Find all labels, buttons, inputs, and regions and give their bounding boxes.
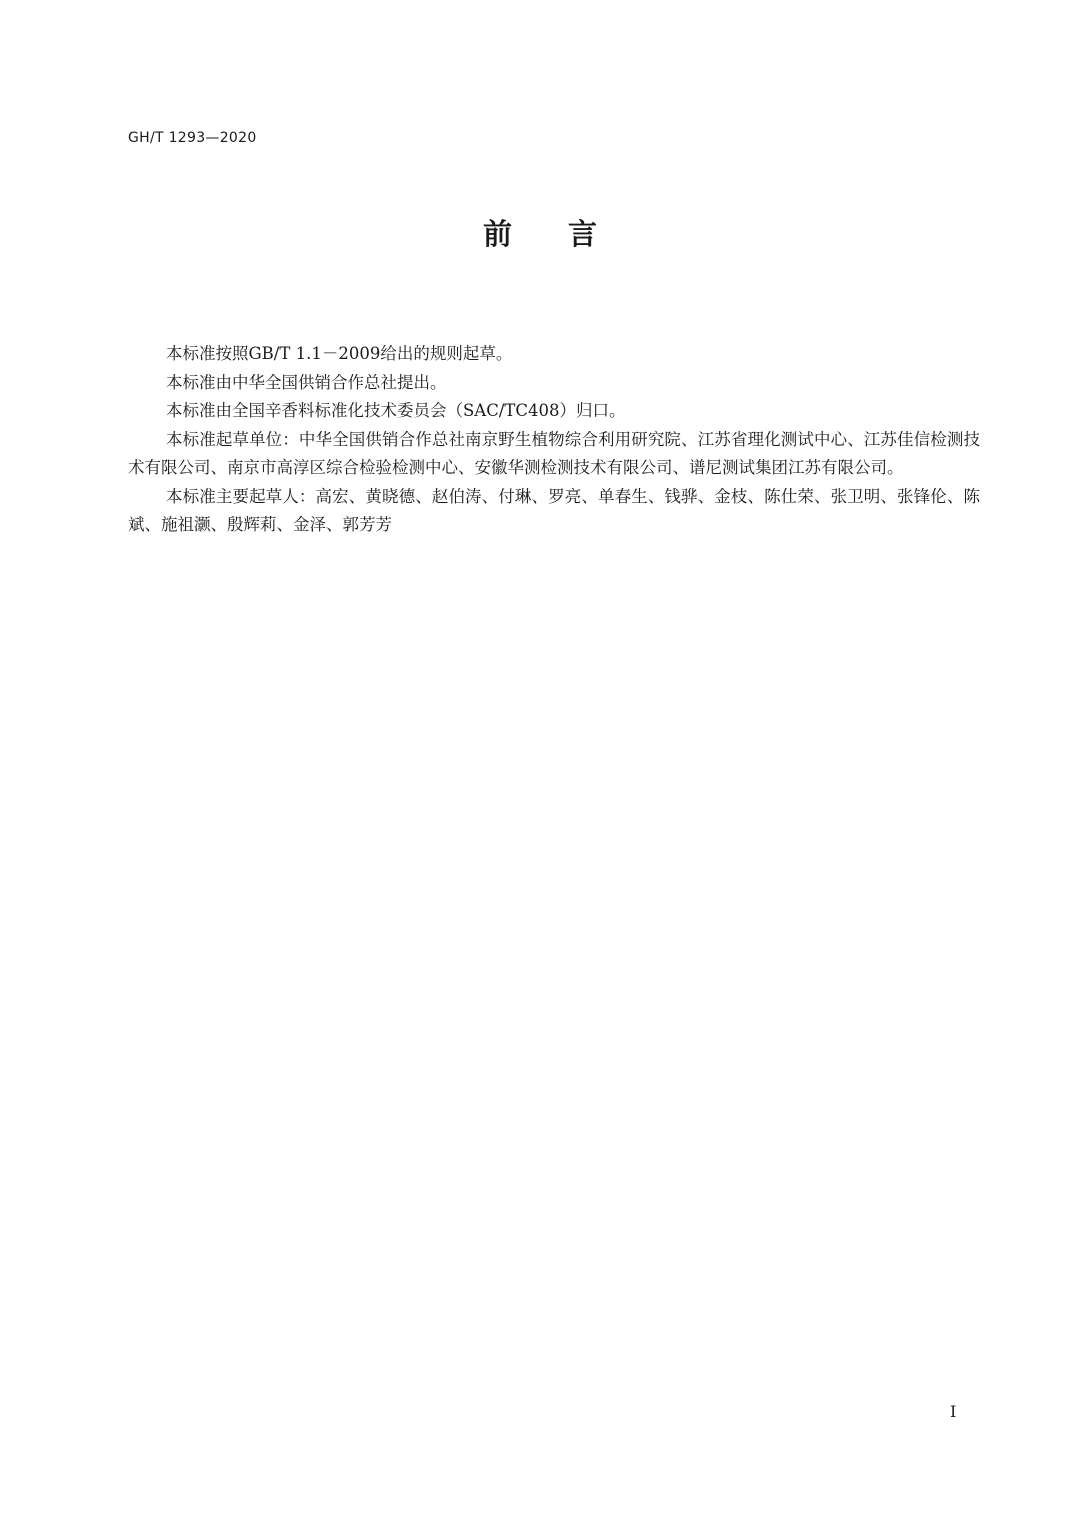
paragraph-drafting-units: 本标准起草单位：中华全国供销合作总社南京野生植物综合利用研究院、江苏省理化测试中心、江苏佳信检测技术有限公司、南京市高淳区综合检验检测中心、安徽华测检测技术有限公司、谱尼测试集团江苏有限公司。	[128, 429, 980, 477]
standard-code: GH/T 1293—2020	[128, 130, 257, 146]
page-number: I	[950, 1402, 957, 1421]
paragraph-proposer: 本标准由中华全国供销合作总社提出。	[166, 372, 447, 392]
page-title: 前言	[482, 217, 653, 251]
foreword-body	[128, 340, 980, 540]
paragraph-committee: 本标准由全国辛香料标准化技术委员会（SAC/TC408）归口。	[166, 401, 626, 420]
paragraph-drafting-rules: 本标准按照GB/T 1.1－2009给出的规则起草。	[166, 344, 513, 363]
paragraph-drafters: 本标准主要起草人：高宏、黄晓德、赵伯涛、付琳、罗亮、单春生、钱骅、金枝、陈仕荣、张卫明、张锋伦、陈斌、施祖灏、殷辉莉、金泽、郭芳芳	[128, 486, 980, 534]
